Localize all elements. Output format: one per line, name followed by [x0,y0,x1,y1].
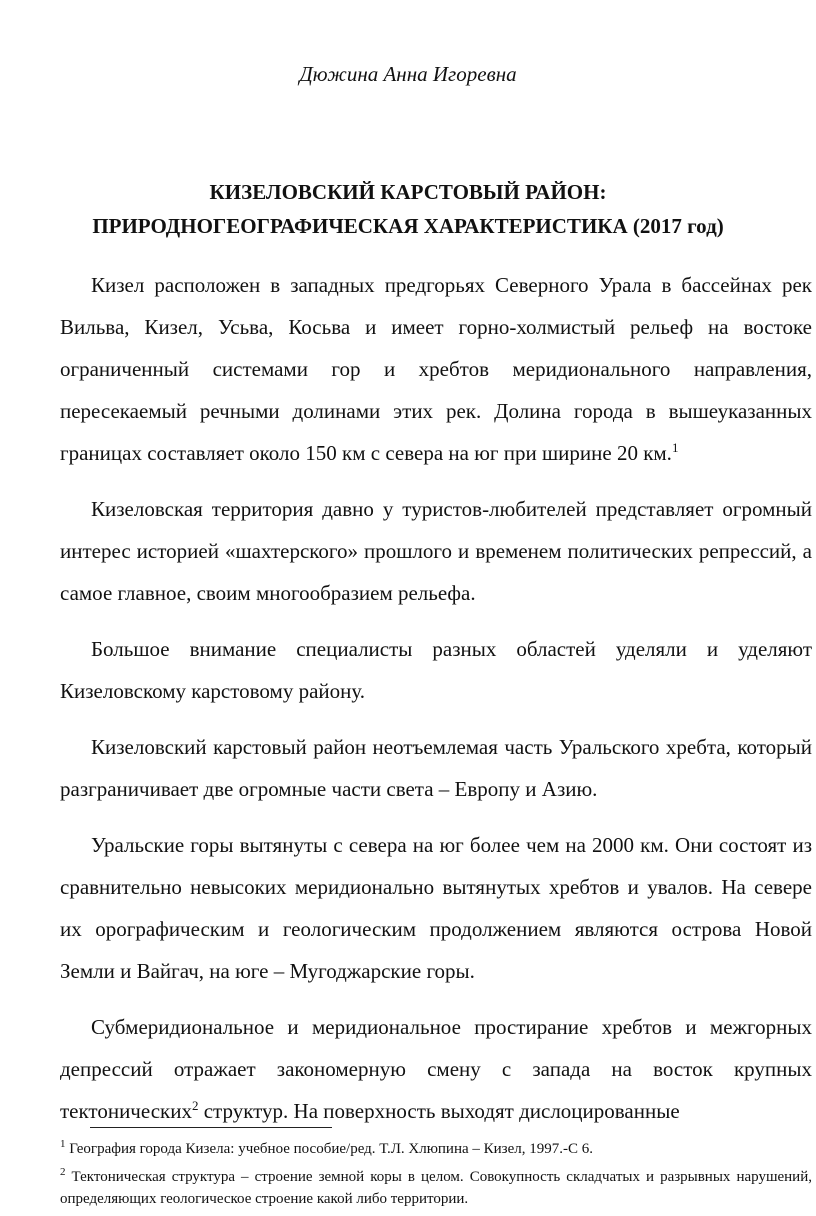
footnote-separator [90,1127,332,1128]
paragraph-6 [60,1006,812,1132]
footnote-1-text: География города Кизела: учебное пособие/ред. Т.Л. Хлюпина – Кизел, 1997.-С 6. [65,1141,593,1157]
paragraph-2: Кизеловская территория давно у туристов-любителей представляет огромный интерес историей «шахтерского» прошлого и временем политических репрессий, а самое главное, своим многообразием рельефа. [60,497,812,605]
author-name: Дюжина Анна Игоревна [299,62,517,86]
title-line-1: КИЗЕЛОВСКИЙ КАРСТОВЫЙ РАЙОН: [209,180,607,204]
title-line-2: ПРИРОДНОГЕОГРАФИЧЕСКАЯ ХАРАКТЕРИСТИКА (2017 год) [92,214,724,238]
paragraph-6-text-start: Субмеридиональное и меридиональное простирание хребтов и межгорных депрессий отражает закономерную смену с запада на восток крупных тектонических [60,1015,812,1123]
paragraph-1-text: Кизел расположен в западных предгорьях Северного Урала в бассейнах рек Вильва, Кизел, Усьва, Косьва и имеет горно-холмистый рельеф на востоке ограниченный системами гор и хребтов меридионального направления, пересекаемый речными долинами этих рек. Долина города в вышеуказанных границах составляет около 150 км с севера на юг при ширине 20 км. [60,273,812,465]
article-title [40,175,776,243]
footnote-2-text: Тектоническая структура – строение земной коры в целом. Совокупность складчатых и разрывных нарушений, определяющих геологическое строение какой либо территории. [60,1169,812,1207]
footnote-ref-1[interactable]: 1 [671,440,679,455]
footnote-1-mark: 1 [60,1138,66,1150]
paragraph-1 [60,264,812,474]
paragraph-3: Большое внимание специалисты разных областей уделяли и уделяют Кизеловскому карстовому району. [60,637,812,703]
paragraph-5: Уральские горы вытянуты с севера на юг более чем на 2000 км. Они состоят из сравнительно невысоких меридионально вытянутых хребтов и увалов. На севере их орографическим и геологическим продолжением являются острова Новой Земли и Вайгач, на юге – Мугоджарские горы. [60,833,812,983]
article-body [60,264,812,1146]
footnotes [60,1138,812,1216]
paragraph-4: Кизеловский карстовый район неотъемлемая часть Уральского хребта, который разграничивает две огромные части света – Европу и Азию. [60,735,812,801]
paragraph-6-text-end: структур. На поверхность выходят дислоцированные [198,1099,680,1123]
footnote-1 [60,1138,812,1160]
footnote-2-mark: 2 [60,1166,66,1178]
footnote-2 [60,1166,812,1210]
footnote-ref-2[interactable]: 2 [191,1098,199,1113]
